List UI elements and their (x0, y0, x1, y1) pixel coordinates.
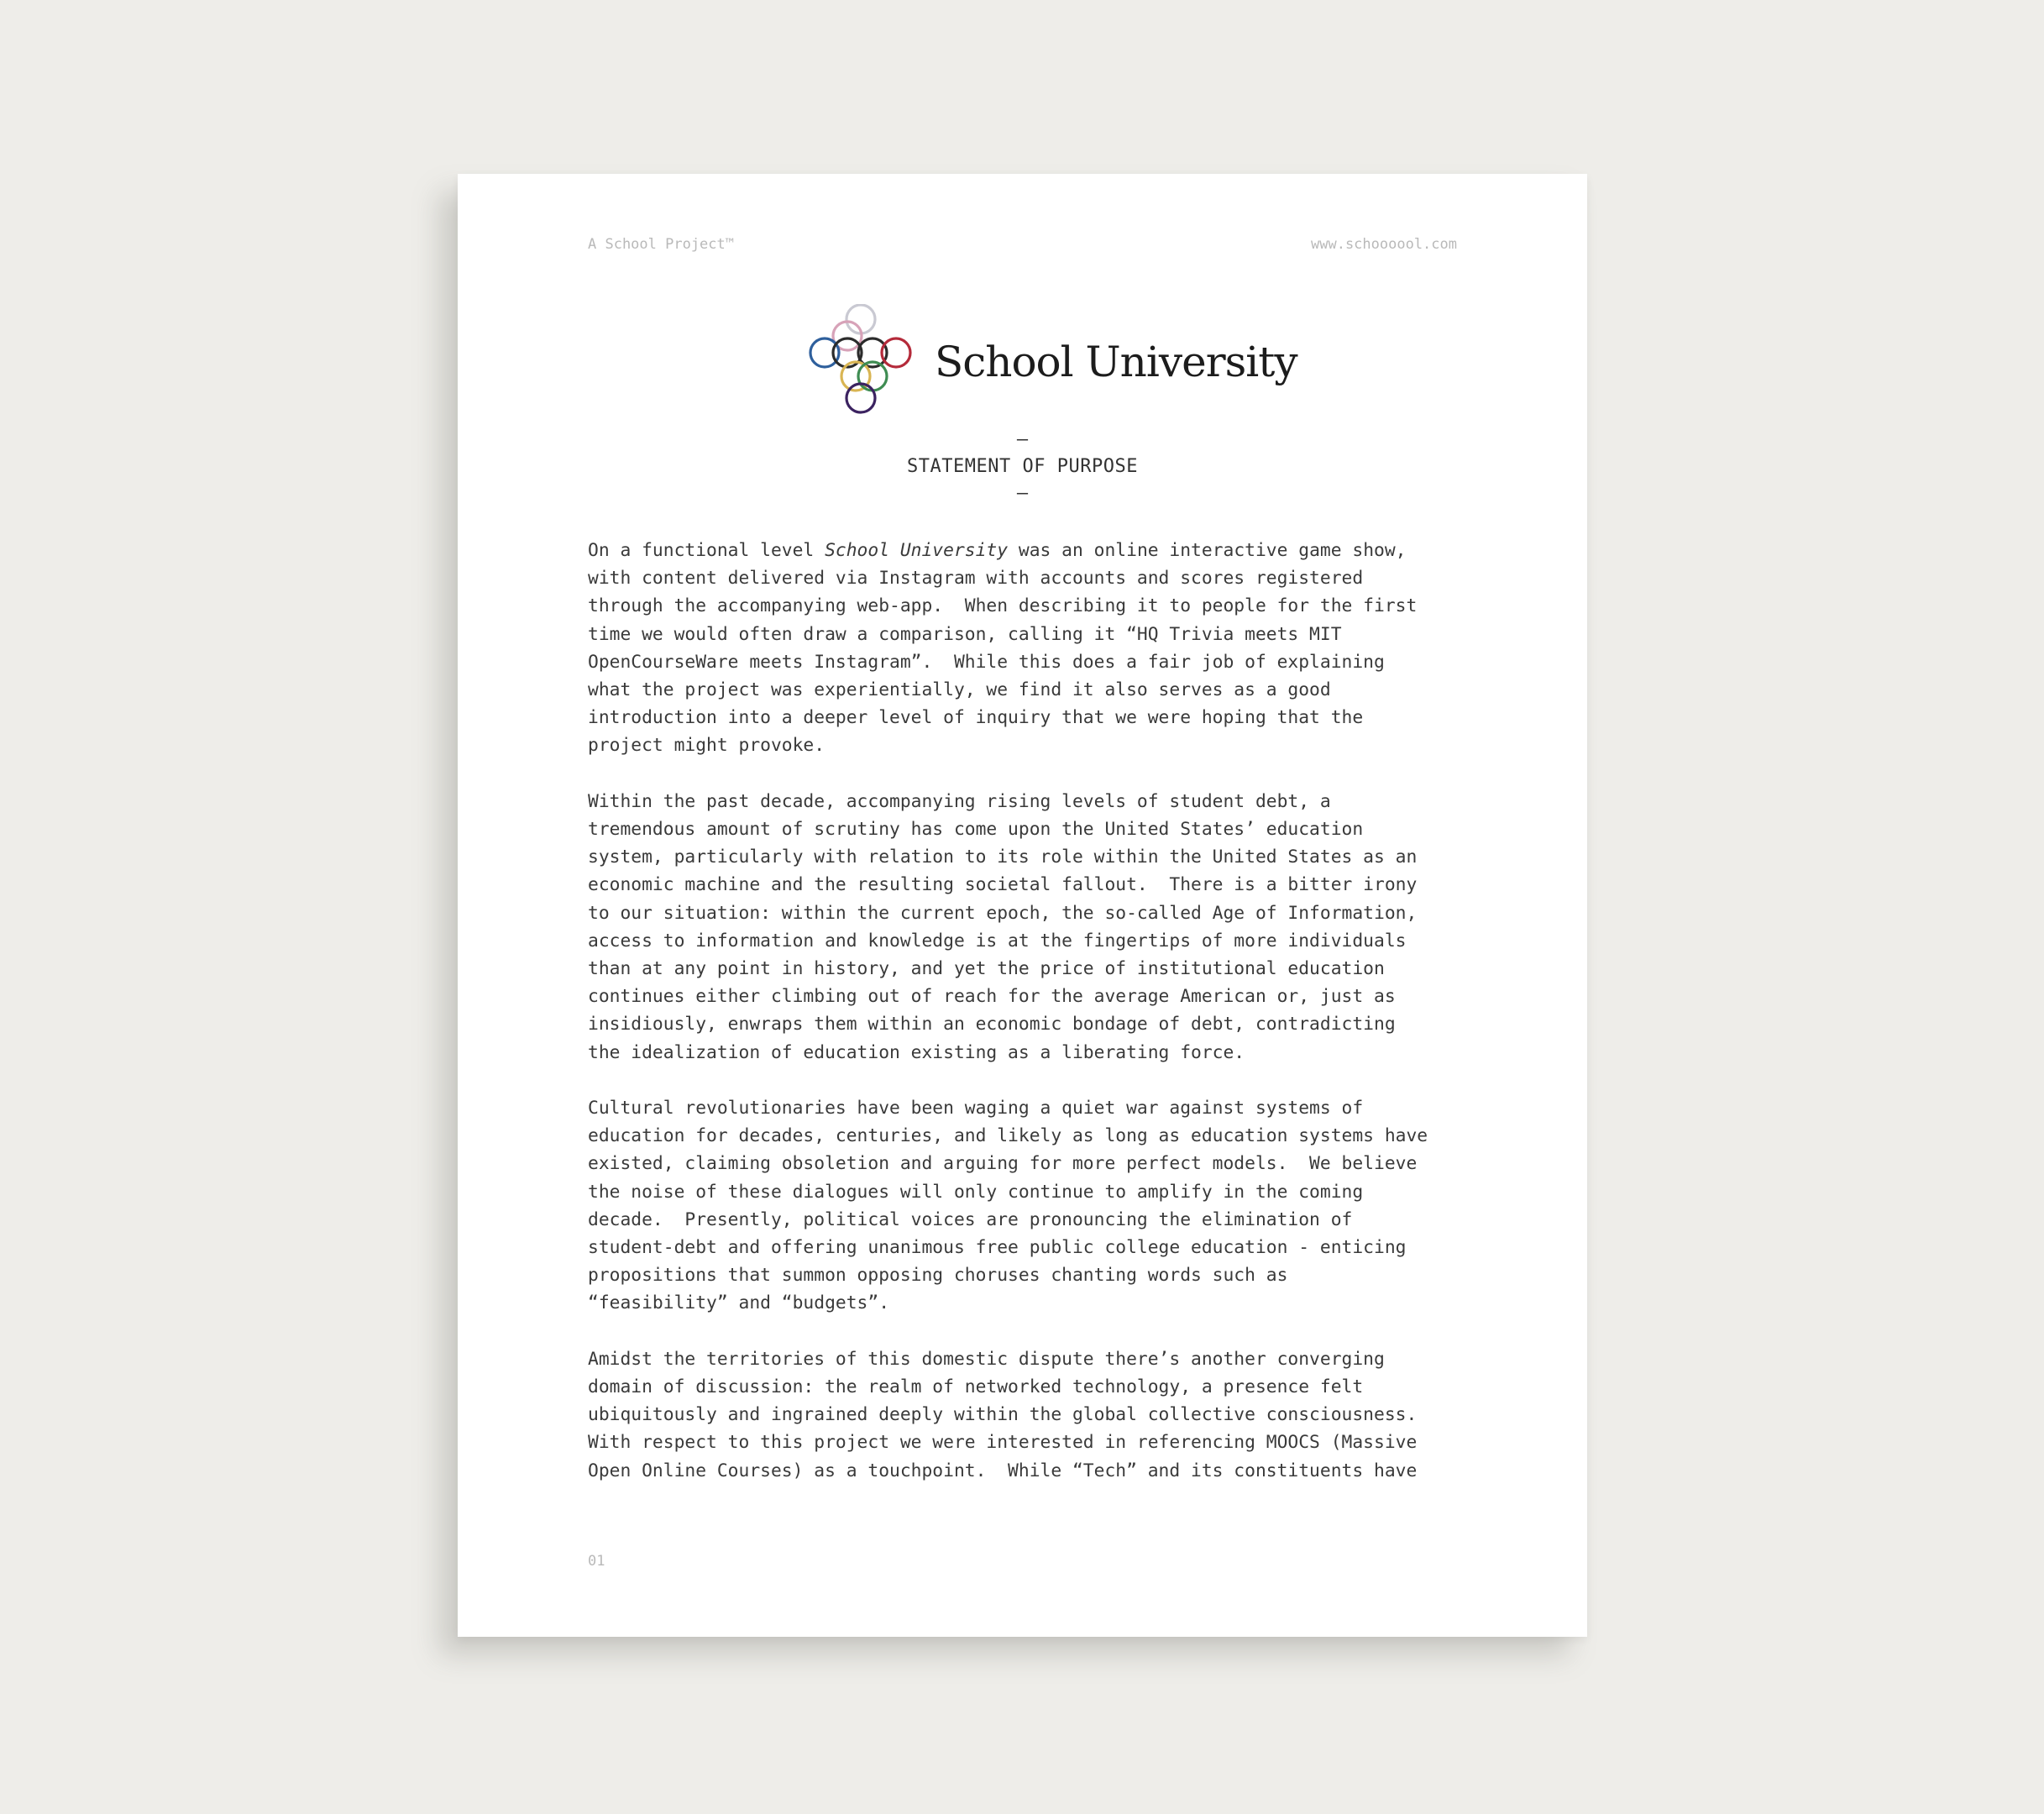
text-line: Within the past decade, accompanying rising levels of student debt, a (588, 790, 1331, 812)
text-line: “feasibility” and “budgets”. (588, 1292, 890, 1314)
text-line: Open Online Courses) as a touchpoint. While “Tech” and its constituents have (588, 1460, 1418, 1481)
text-line: access to information and knowledge is at the fingertips of more individuals (588, 930, 1407, 952)
text-line: the noise of these dialogues will only continue to amplify in the coming (588, 1181, 1364, 1203)
text-line: ubiquitously and ingrained deeply within the global collective consciousness. (588, 1404, 1418, 1426)
text-line: time we would often draw a comparison, calling it “HQ Trivia meets MIT (588, 623, 1342, 645)
text-line: student-debt and offering unanimous free public college education - enticing (588, 1237, 1407, 1259)
text-line: OpenCourseWare meets Instagram”. While this does a fair job of explaining (588, 651, 1385, 673)
text-line: than at any point in history, and yet the price of institutional education (588, 958, 1385, 980)
text-line: existed, claiming obsoletion and arguing for more perfect models. We believe (588, 1153, 1418, 1175)
heading-dash-top: – (1016, 429, 1029, 450)
document-page (458, 174, 1587, 1637)
logo (458, 304, 1587, 430)
logo-ring (841, 362, 870, 391)
text-line: to our situation: within the current epoch, the so-called Age of Information, (588, 902, 1418, 924)
header-project-label: A School Project™ (588, 236, 734, 253)
heading-dash-bottom: – (1016, 483, 1029, 504)
text-line: decade. Presently, political voices are pronouncing the elimination of (588, 1208, 1353, 1230)
page-number: 01 (588, 1553, 605, 1570)
section-heading (458, 427, 1587, 506)
text-line: introduction into a deeper level of inquiry that we were hoping that the (588, 707, 1364, 729)
text-line: project might provoke. (588, 735, 825, 757)
text-line: Cultural revolutionaries have been waging a quiet war against systems of (588, 1098, 1364, 1119)
text-line: what the project was experientially, we find it also serves as a good (588, 679, 1331, 701)
logo-ring (810, 338, 839, 367)
paragraph (588, 537, 1470, 760)
text-line: propositions that summon opposing choruses chanting words such as (588, 1265, 1288, 1287)
text-line: insidiously, enwraps them within an economic bondage of debt, contradicting (588, 1014, 1396, 1035)
text-line: system, particularly with relation to its role within the United States as an (588, 847, 1418, 868)
text-line: On a functional level School University was an online interactive game show, (588, 540, 1407, 561)
text-line: domain of discussion: the realm of networked technology, a presence felt (588, 1376, 1364, 1398)
page-title: STATEMENT OF PURPOSE (907, 456, 1138, 477)
text-line: through the accompanying web-app. When describing it to people for the first (588, 595, 1418, 617)
running-header (588, 236, 1457, 270)
paragraph (588, 1345, 1470, 1485)
paragraph (588, 788, 1470, 1067)
body-text (588, 537, 1470, 1513)
text-line: the idealization of education existing as a liberating force. (588, 1041, 1245, 1063)
text-line: with content delivered via Instagram with accounts and scores registered (588, 568, 1364, 590)
text-line: With respect to this project we were interested in referencing MOOCS (Massive (588, 1432, 1418, 1454)
text-line: education for decades, centuries, and likely as long as education systems have (588, 1125, 1428, 1147)
logo-ring (846, 384, 875, 412)
interlocking-rings-logo-icon (802, 304, 920, 430)
header-website-link[interactable]: www.schoooool.com (1311, 236, 1457, 253)
text-line: continues either climbing out of reach for the average American or, just as (588, 986, 1396, 1008)
text-line: economic machine and the resulting societal fallout. There is a bitter irony (588, 874, 1418, 896)
text-line: tremendous amount of scrutiny has come upon the United States’ education (588, 819, 1364, 841)
text-line: Amidst the territories of this domestic dispute there’s another converging (588, 1348, 1385, 1370)
paragraph (588, 1094, 1470, 1318)
logo-wordmark: School University (935, 338, 1297, 386)
italic-title: School University (825, 540, 1009, 561)
